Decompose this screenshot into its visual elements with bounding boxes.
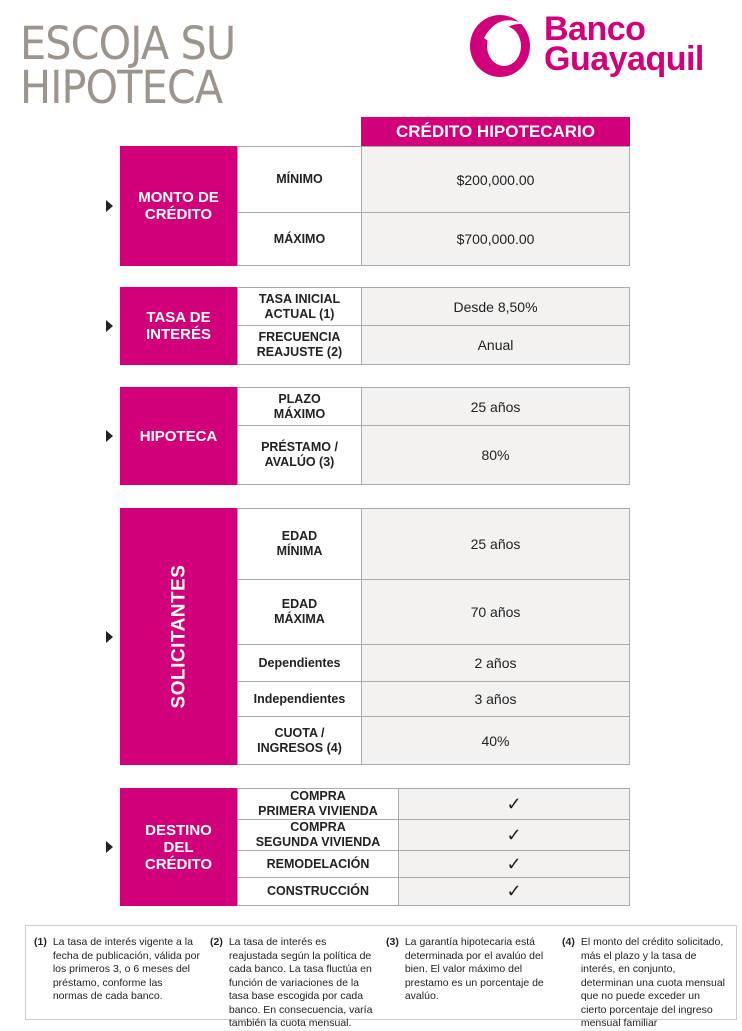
brand-name-line1: Banco [544,10,646,48]
row-value: 2 años [362,645,629,681]
table-row [237,287,630,326]
category-text: SOLICITANTES [168,564,189,709]
footnote: (4) El monto del crédito solicitado, más el plazo y la tasa de interés, en conjunto, determinan una cuota mensual que no puede exceder un cierto porcentaje del ingreso mensual familiar [562,936,726,1029]
footnote: (1) La tasa de interés vigente a la fecha de publicación, válida por los primeros 3, o 6 meses del préstamo, conforme las normas de cada banco. [34,936,200,1002]
table-row [237,326,630,365]
footnote: (3) La garantía hipotecaria está determinada por el avalúo del bien. El valor máximo del prestamo es un porcentaje de avalúo. [386,936,544,1002]
checkmark-icon: ✓ [399,851,629,877]
row-label: EDAD MÍNIMA [238,509,362,579]
row-value: 80% [362,426,629,484]
category-label [120,387,237,485]
column-header: CRÉDITO HIPOTECARIO [361,117,630,146]
row-value: 40% [362,717,629,764]
category-text: TASA DE INTERÉS [145,309,211,343]
row-label: COMPRA PRIMERA VIVIENDA [238,789,399,819]
row-label: TASA INICIAL ACTUAL (1) [238,288,362,325]
bank-logo-icon [464,8,536,80]
arrow-right-icon [106,200,113,212]
table-row [237,580,630,645]
row-label: Independientes [238,682,362,716]
row-label: COMPRA SEGUNDA VIVIENDA [238,820,399,850]
checkmark-icon: ✓ [399,878,629,905]
checkmark-icon: ✓ [399,820,629,850]
category-label [120,146,237,266]
category-label [120,788,237,906]
section [120,387,630,485]
row-label: CUOTA / INGRESOS (4) [238,717,362,764]
row-value: $700,000.00 [362,213,629,265]
row-label: PRÉSTAMO / AVALÚO (3) [238,426,362,484]
row-value: Desde 8,50% [362,288,629,325]
section [120,508,630,765]
row-value: 70 años [362,580,629,644]
arrow-right-icon [106,631,113,643]
row-label: Dependientes [238,645,362,681]
row-label: FRECUENCIA REAJUSTE (2) [238,326,362,364]
table-row [237,820,630,851]
category-text: DESTINO DEL CRÉDITO [144,821,213,873]
checkmark-icon: ✓ [399,789,629,819]
row-label: CONSTRUCCIÓN [238,878,399,905]
footnote: (2) La tasa de interés es reajustada según la política de cada banco. La tasa fluctúa en función de variaciones de la tasa base escogida por cada banco. En consecuencia, varía también la cuota mensual. [210,936,373,1029]
arrow-right-icon [106,320,113,332]
row-value: 25 años [362,388,629,425]
bank-logo [464,8,704,80]
row-label: MÁXIMO [238,213,362,265]
table-row [237,213,630,266]
table-row [237,426,630,485]
category-label [120,508,237,765]
category-text: HIPOTECA [139,427,218,445]
table-row [237,878,630,906]
row-value: $200,000.00 [362,147,629,212]
section [120,146,630,266]
row-value: Anual [362,326,629,364]
table-row [237,645,630,682]
category-text: MONTO DE CRÉDITO [138,189,219,223]
footnotes [25,925,737,1029]
arrow-right-icon [106,841,113,853]
section [120,788,630,906]
row-label: MÍNIMO [238,147,362,212]
table-row [237,508,630,580]
row-label: EDAD MÁXIMA [238,580,362,644]
row-value: 3 años [362,682,629,716]
category-label [120,287,237,365]
row-label: REMODELACIÓN [238,851,399,877]
page-title: ESCOJA SU HIPOTECA [20,17,236,114]
section [120,287,630,365]
table-row [237,717,630,765]
row-value: 25 años [362,509,629,579]
table-row [237,387,630,426]
row-label: PLAZO MÁXIMO [238,388,362,425]
arrow-right-icon [106,430,113,442]
table-row [237,851,630,878]
table-row [237,788,630,820]
table-row [237,682,630,717]
table-row [237,146,630,213]
brand-name-line2: Guayaquil [544,40,704,78]
